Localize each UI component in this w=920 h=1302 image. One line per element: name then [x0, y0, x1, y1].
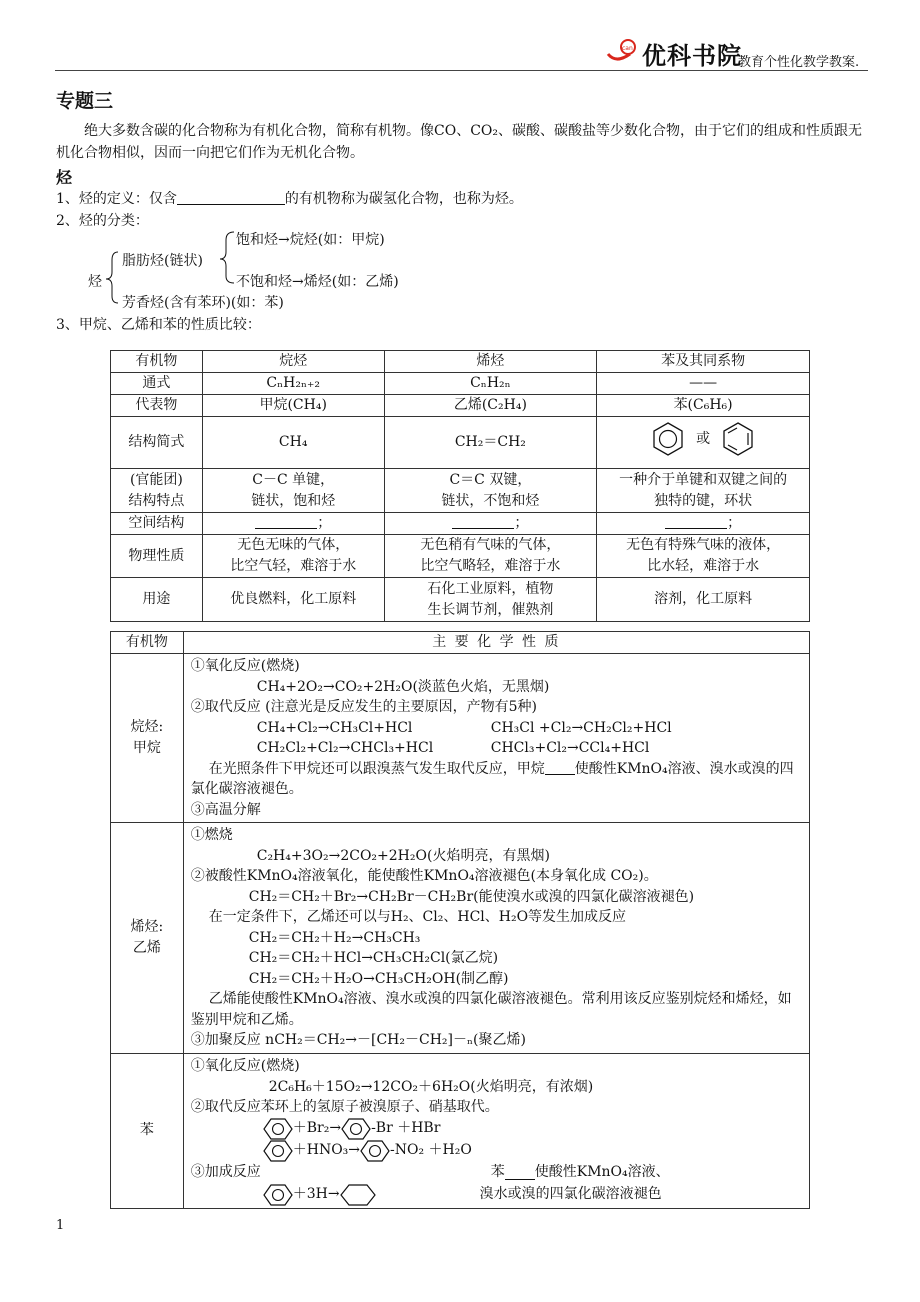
table-row: 代表物 甲烷(CH₄) 乙烯(C₂H₄) 苯(C₆H₆)	[111, 395, 810, 417]
tree-unsaturated: 不饱和烃→烯烃(如：乙烯)	[236, 274, 399, 290]
benzene-kekule-icon	[650, 421, 686, 457]
page-title: 专题三	[56, 90, 114, 112]
tree-aromatic: 芳香烃(含有苯环)(如：苯)	[122, 295, 284, 311]
benzene-ring-icon	[263, 1118, 293, 1140]
table-row: 结构简式 CH₄ CH₂＝CH₂ 或	[111, 417, 810, 469]
tree-aliphatic: 脂肪烃(链状)	[122, 253, 203, 269]
table-row: (官能团) 结构特点 C－C 单键， 链状，饱和烃 C＝C 双键， 链状，不饱和烃 一种介于单键和双键之间的 独特的键，环状	[111, 469, 810, 513]
fill-blank[interactable]	[452, 514, 514, 529]
fill-blank[interactable]	[505, 1165, 535, 1180]
fill-blank[interactable]	[545, 760, 575, 775]
benzene-ring-icon	[720, 421, 756, 457]
tree-braces	[0, 0, 920, 320]
tree-root: 烃	[88, 274, 102, 290]
fill-blank[interactable]	[665, 514, 727, 529]
table-row: 苯 ①氧化反应(燃烧) 2C₆H₆＋15O₂→12CO₂＋6H₂O(火焰明亮，有浓烟) ②取代反应苯环上的氢原子被溴原子、硝基取代。 ＋Br₂→ -Br ＋HBr ＋HNO₃→ -NO₂ ＋H₂O ③加成反应 苯 使酸性KMnO₄溶液、 ＋3H→ 溴水或溴的四氯化碳溶液褪色	[111, 1054, 810, 1209]
page-number: 1	[56, 1218, 65, 1233]
table-row: 用途 优良燃料，化工原料 石化工业原料，植物 生长调节剂，催熟剂 溶剂，化工原料	[111, 578, 810, 622]
tree-saturated: 饱和烃→烷烃(如：甲烷)	[236, 232, 385, 248]
classification-line: 2、烃的分类：	[56, 213, 149, 229]
brand-name: 优科书院	[642, 42, 742, 70]
brand-tagline: 教育个性化教学教案.	[738, 55, 860, 70]
comparison-table	[110, 350, 810, 622]
benzene-ring-icon	[341, 1118, 371, 1140]
table-row: 通式 CₙH₂ₙ₊₂ CₙH₂ₙ ——	[111, 373, 810, 395]
table-row: 有机物 主 要 化 学 性 质	[111, 632, 810, 654]
section-heading: 烃	[56, 168, 73, 187]
benzene-ring-icon	[263, 1140, 293, 1162]
table-row: 烷烃: 甲烷 ①氧化反应(燃烧) CH₄+2O₂→CO₂+2H₂O(淡蓝色火焰，无黑烟) ②取代反应 (注意光是反应发生的主要原因，产物有5种) CH₄+Cl₂→CH₃Cl+HCl CH₃Cl +Cl₂→CH₂Cl₂+HCl CH₂Cl₂+Cl₂→CHCl₃+HCl CHCl₃+Cl₂→CCl₄+HCl 在光照条件下甲烷还可以跟溴蒸气发生取代反应，甲烷 使酸性KMnO₄溶液、溴水或溴的四氯化碳溶液褪色。 ③高温分解	[111, 654, 810, 823]
table-row: 有机物 烷烃 烯烃 苯及其同系物	[111, 351, 810, 373]
cyclohexane-ring-icon	[340, 1184, 376, 1206]
benzene-ring-icon	[360, 1140, 390, 1162]
definition-line: 1、烃的定义：仅含 的有机物称为碳氢化合物，也称为烃。	[56, 191, 523, 207]
table-row: 空间结构 ； ； ；	[111, 513, 810, 535]
benzene-ring-icon	[263, 1184, 293, 1206]
properties-table	[110, 631, 810, 1209]
table-row: 烯烃: 乙烯 ①燃烧 C₂H₄+3O₂→2CO₂+2H₂O(火焰明亮，有黑烟) ②被酸性KMnO₄溶液氧化，能使酸性KMnO₄溶液褪色(本身氧化成 CO₂)。 CH₂＝CH₂＋Br₂→CH₂Br－CH₂Br(能使溴水或溴的四氯化碳溶液褪色) 在一定条件下，乙烯还可以与H₂、Cl₂、HCl、H₂O等发生加成反应 CH₂＝CH₂＋H₂→CH₃CH₃ CH₂＝CH₂＋HCl→CH₃CH₂Cl(氯乙烷) CH₂＝CH₂＋H₂O→CH₃CH₂OH(制乙醇) 乙烯能使酸性KMnO₄溶液、溴水或溴的四氯化碳溶液褪色。常利用该反应鉴别烷烃和烯烃，如鉴别甲烷和乙烯。 ③加聚反应 nCH₂＝CH₂→－[CH₂－CH₂]－ₙ(聚乙烯)	[111, 823, 810, 1054]
comparison-line: 3、甲烷、乙烯和苯的性质比较：	[56, 317, 261, 333]
intro-paragraph: 绝大多数含碳的化合物称为有机化合物，简称有机物。像CO、CO₂、碳酸、碳酸盐等少数化合物，由于它们的组成和性质跟无机化合物相似，因而一向把它们作为无机化合物。	[56, 123, 862, 161]
table-row: 物理性质 无色无味的气体， 比空气轻，难溶于水 无色稍有气味的气体， 比空气略轻，难溶于水 无色有特殊气味的液体， 比水轻，难溶于水	[111, 535, 810, 578]
svg-text:can: can	[622, 45, 633, 52]
fill-blank[interactable]	[255, 514, 317, 529]
